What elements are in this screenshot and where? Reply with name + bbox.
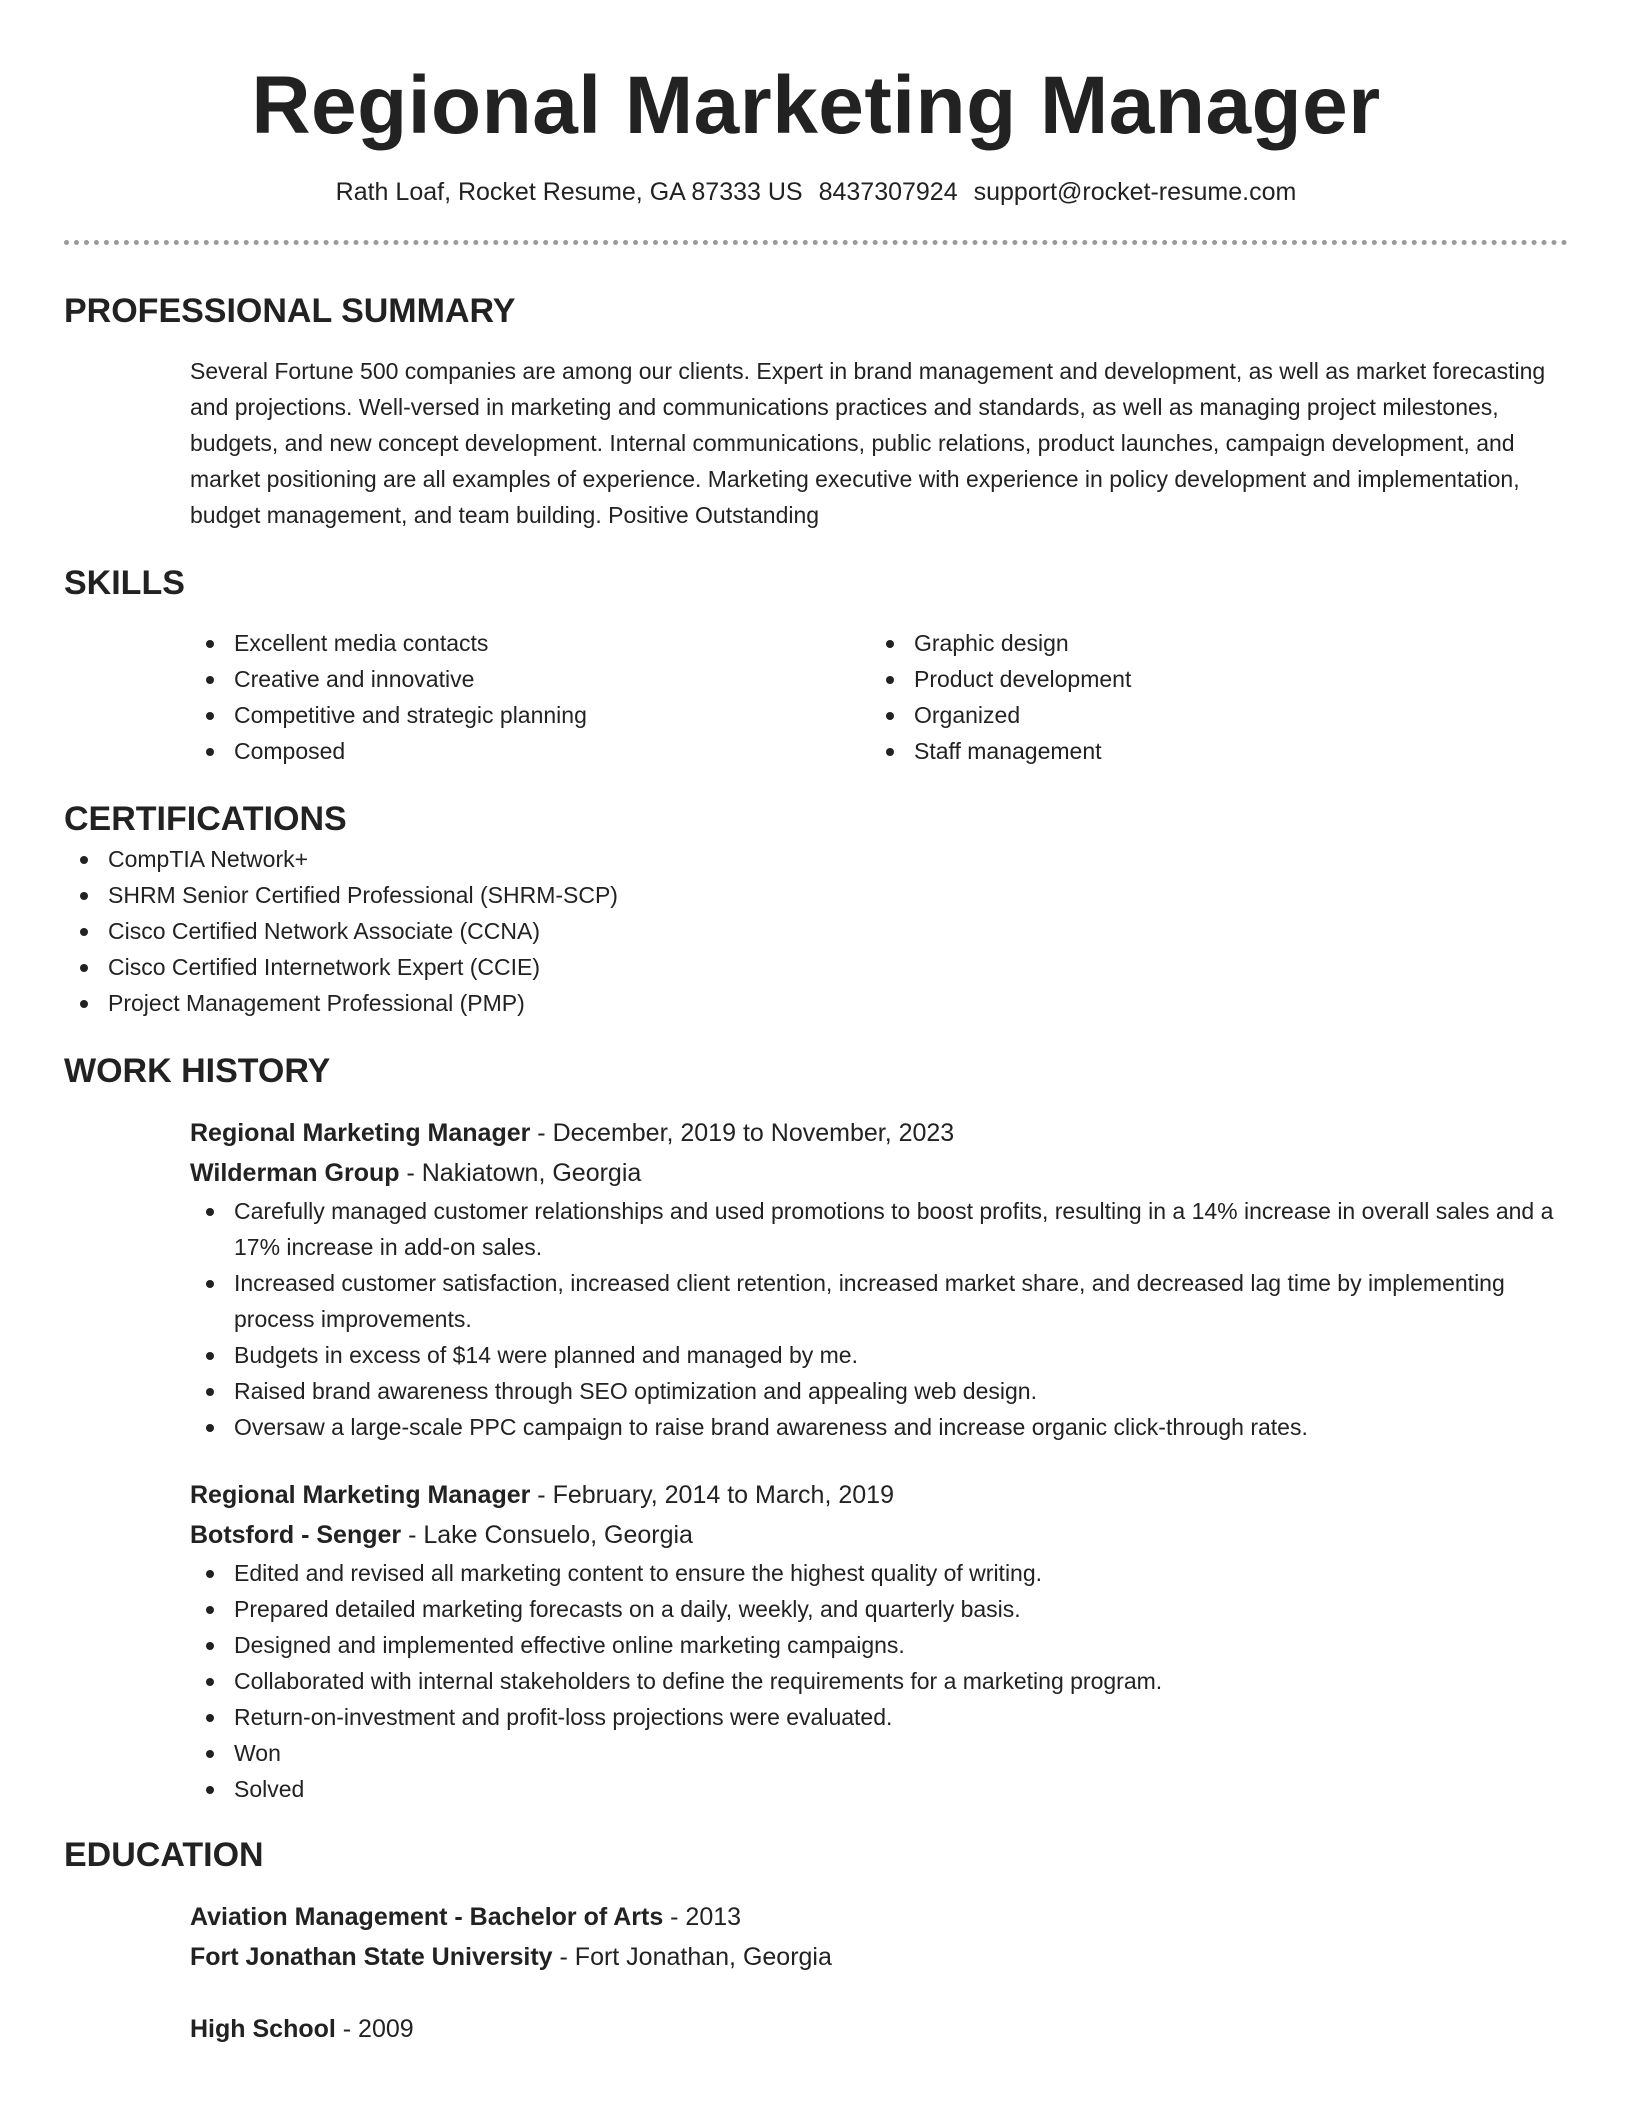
job-title-line [190, 1113, 1568, 1153]
skill-item: Graphic design [870, 625, 1550, 661]
education-degree: Aviation Management - Bachelor of Arts [190, 1903, 664, 1931]
skill-item: Staff management [870, 733, 1550, 769]
education-entry [190, 2009, 1568, 2049]
job-bullet: Carefully managed customer relationships and used promotions to boost profits, resulting in a 14% increase in overall sales and a 17% increase in add-on sales. [190, 1193, 1568, 1265]
job-title-line [190, 1475, 1568, 1515]
job-bullet: Won [190, 1735, 1568, 1771]
work-history-heading: WORK HISTORY [64, 1052, 331, 1090]
certification-item: SHRM Senior Certified Professional (SHRM-SCP) [64, 877, 1568, 913]
job-company-line [190, 1153, 1568, 1193]
contact-address: Rath Loaf, Rocket Resume, GA 87333 US [335, 178, 803, 206]
skills-column-right [870, 625, 1550, 769]
skills-column-left [190, 625, 870, 769]
skill-item: Product development [870, 661, 1550, 697]
skill-item: Excellent media contacts [190, 625, 870, 661]
education-school: Fort Jonathan State University [190, 1943, 553, 1971]
job-location: - Nakiatown, Georgia [399, 1159, 642, 1187]
job-bullets [190, 1193, 1568, 1445]
certifications-section [64, 797, 1568, 1021]
header-divider [64, 240, 1568, 245]
job-bullet: Edited and revised all marketing content to ensure the highest quality of writing. [190, 1555, 1568, 1591]
job-company: Wilderman Group [190, 1159, 400, 1187]
job-location: - Lake Consuelo, Georgia [401, 1521, 693, 1549]
education-degree-line [190, 2009, 1568, 2049]
education-degree-line [190, 1897, 1568, 1937]
job-bullet: Solved [190, 1771, 1568, 1807]
job-bullet: Oversaw a large-scale PPC campaign to raise brand awareness and increase organic click-through rates. [190, 1409, 1568, 1445]
summary-heading: PROFESSIONAL SUMMARY [64, 292, 516, 330]
job-bullet: Return-on-investment and profit-loss projections were evaluated. [190, 1699, 1568, 1735]
job-bullet: Collaborated with internal stakeholders to define the requirements for a marketing program. [190, 1663, 1568, 1699]
education-year: - 2009 [335, 2015, 414, 2043]
certification-item: Cisco Certified Internetwork Expert (CCIE) [64, 949, 1568, 985]
contact-line [64, 176, 1568, 208]
certifications-heading: CERTIFICATIONS [64, 800, 347, 838]
job-role: Regional Marketing Manager [190, 1119, 531, 1147]
job-bullets [190, 1555, 1568, 1807]
job-bullet: Raised brand awareness through SEO optimization and appealing web design. [190, 1373, 1568, 1409]
job-dates: - February, 2014 to March, 2019 [530, 1481, 894, 1509]
education-heading: EDUCATION [64, 1836, 264, 1874]
skills-heading: SKILLS [64, 564, 185, 602]
education-location: - Fort Jonathan, Georgia [552, 1943, 832, 1971]
resume-page [64, 0, 1568, 2049]
certifications-list [64, 841, 1568, 1021]
job-bullet: Designed and implemented effective online marketing campaigns. [190, 1627, 1568, 1663]
skill-item: Creative and innovative [190, 661, 870, 697]
education-year: - 2013 [663, 1903, 742, 1931]
job-entry [190, 1113, 1568, 1445]
education-school-line [190, 1937, 1568, 1977]
job-entry [190, 1475, 1568, 1807]
job-bullet: Prepared detailed marketing forecasts on a daily, weekly, and quarterly basis. [190, 1591, 1568, 1627]
contact-phone: 8437307924 [818, 178, 958, 206]
contact-email: support@rocket-resume.com [973, 178, 1297, 206]
job-role: Regional Marketing Manager [190, 1481, 531, 1509]
candidate-name: Regional Marketing Manager [251, 60, 1381, 151]
summary-section [64, 289, 1568, 533]
education-section [64, 1833, 1568, 2049]
skills-grid [190, 625, 1568, 769]
job-company-line [190, 1515, 1568, 1555]
job-dates: - December, 2019 to November, 2023 [530, 1119, 955, 1147]
certification-item: Cisco Certified Network Associate (CCNA) [64, 913, 1568, 949]
certification-item: Project Management Professional (PMP) [64, 985, 1568, 1021]
skill-item: Competitive and strategic planning [190, 697, 870, 733]
summary-text: Several Fortune 500 companies are among our clients. Expert in brand management and development, as well as market forecasting and projections. Well-versed in marketing and communications practices and standards, as well as managing project milestones, budgets, and new concept development. Internal communications, public relations, product launches, campaign development, and market positioning are all examples of experience. Marketing executive with experience in policy development and implementation, budget management, and team building. Positive Outstanding [190, 358, 1546, 528]
job-company: Botsford - Senger [190, 1521, 402, 1549]
skill-item: Composed [190, 733, 870, 769]
education-entry [190, 1897, 1568, 1977]
job-bullet: Increased customer satisfaction, increased client retention, increased market share, and decreased lag time by implementing process improvements. [190, 1265, 1568, 1337]
education-degree: High School [190, 2015, 336, 2043]
skills-section [64, 561, 1568, 769]
job-bullet: Budgets in excess of $14 were planned and managed by me. [190, 1337, 1568, 1373]
skill-item: Organized [870, 697, 1550, 733]
certification-item: CompTIA Network+ [64, 841, 1568, 877]
work-history-section [64, 1049, 1568, 1807]
